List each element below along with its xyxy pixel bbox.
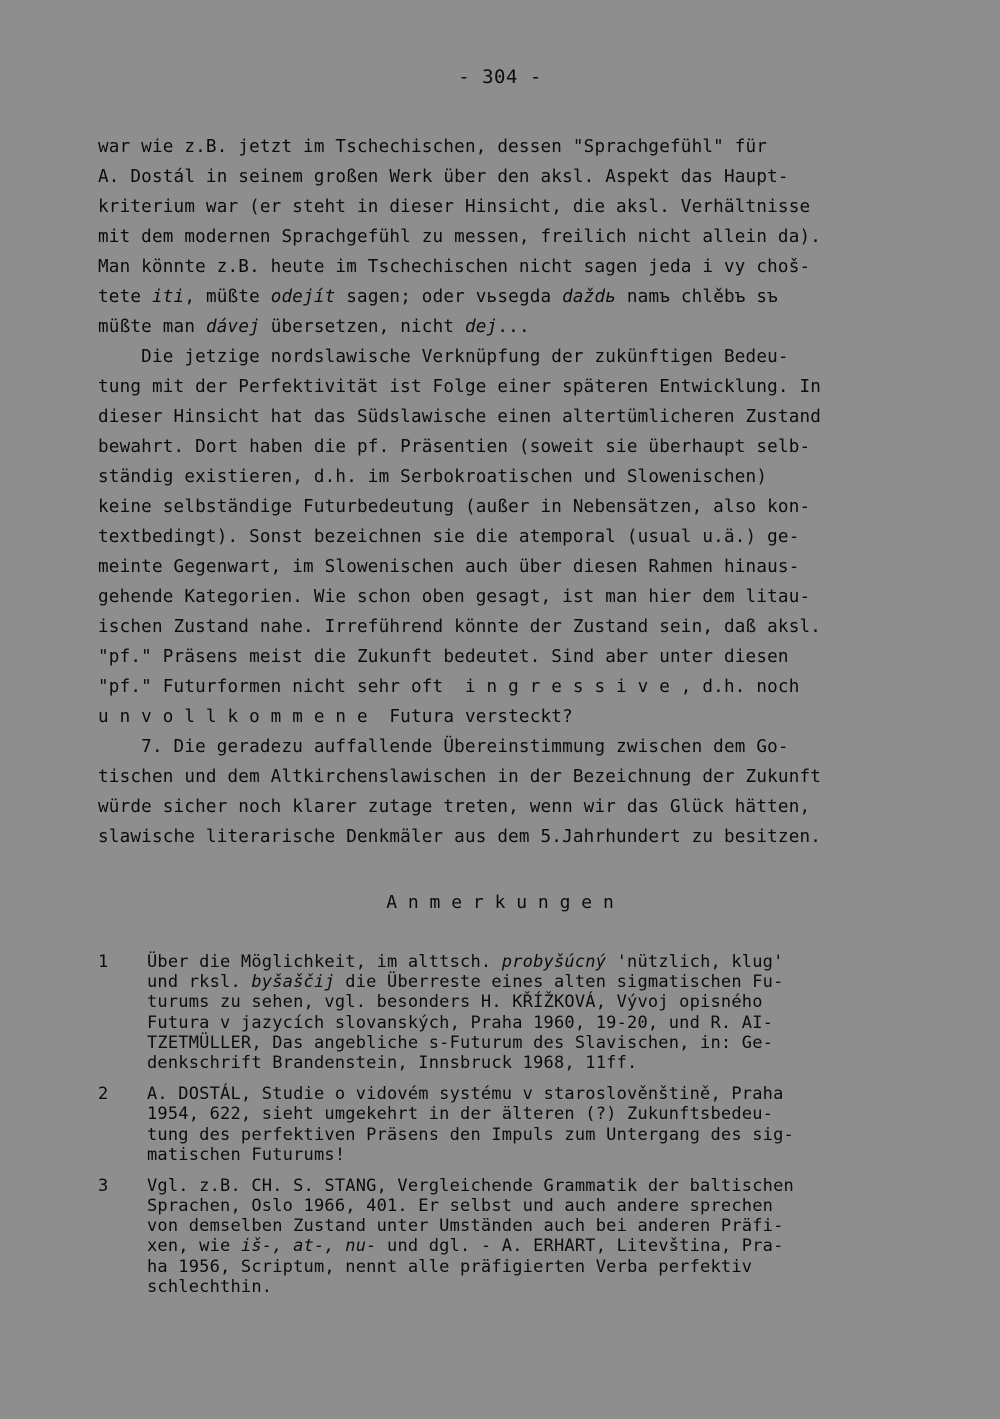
text-line [98,252,908,282]
footnote-text [147,952,908,1073]
text-segment: tung des perfektiven Präsens den Impuls zum Untergang des sig- [147,1124,794,1145]
text-segment: u n v o l l k o m m e n e Futura versteckt? [98,707,573,727]
text-segment: "pf." Futurformen nicht sehr oft i n g r e s s i v e , d.h. noch [98,677,800,697]
footnote [98,952,908,1073]
text-segment: "pf." Präsens meist die Zukunft bedeutet. Sind aber unter diesen [98,647,789,667]
footnote [98,1176,908,1297]
text-segment: dieser Hinsicht hat das Südslawische einen altertümlicheren Zustand [98,407,822,427]
italic-term: dávej [205,317,260,337]
text-segment: ischen Zustand nahe. Irreführend könnte der Zustand sein, daß aksl. [98,617,822,637]
text-line [98,762,908,792]
text-line [147,1033,908,1053]
text-line [147,1104,908,1124]
text-segment: bewahrt. Dort haben die pf. Präsentien (soweit sie überhaupt selb- [98,437,811,457]
text-line [98,132,908,162]
text-segment: slawische literarische Denkmäler aus dem 5.Jahrhundert zu besitzen. [98,827,822,847]
footnote [98,1084,908,1165]
text-segment: , müßte [184,287,271,307]
text-line [98,312,908,342]
text-segment: tischen und dem Altkirchenslawischen in der Bezeichnung der Zukunft [98,767,822,787]
text-segment: 7. Die geradezu auffallende Übereinstimmung zwischen dem Go- [98,737,789,757]
text-line [98,642,908,672]
text-line [98,552,908,582]
text-line [147,1145,908,1165]
text-segment: Über die Möglichkeit, im alttsch. [147,952,502,972]
text-segment: xen, wie [147,1236,241,1257]
footnote-text [147,1084,908,1165]
footnote-number: 3 [98,1175,109,1196]
text-segment: ... [497,317,530,337]
text-segment: übersetzen, nicht [259,317,465,337]
text-segment: schlechthin. [147,1276,273,1297]
italic-term: dej [464,317,498,337]
text-segment: kriterium war (er steht in dieser Hinsicht, die aksl. Verhältnisse [98,197,811,217]
text-line [147,952,908,972]
text-line [147,1236,908,1256]
text-segment: turums zu sehen, vgl. besonders H. KŘÍŽKOVÁ, Vývoj opisného [147,992,763,1013]
footnote-number: 2 [98,1084,109,1105]
text-segment: ha 1956, Scriptum, nennt alle präfigierten Verba perfektiv [147,1256,753,1277]
notes-heading: A n m e r k u n g e n [386,892,614,913]
text-segment: würde sicher noch klarer zutage treten, wenn wir das Glück hätten, [98,797,811,817]
text-segment: Vgl. z.B. CH. S. STANG, Vergleichende Grammatik der baltischen [147,1175,794,1196]
text-line [98,732,908,762]
main-text [98,132,908,852]
text-line [147,1257,908,1277]
text-segment: namъ chlěbъ sъ [616,287,778,307]
text-segment: A. Dostál in seinem großen Werk über den aksl. Aspekt das Haupt- [98,167,789,187]
text-line [98,672,908,702]
text-segment: denkschrift Brandenstein, Innsbruck 1968, 11ff. [147,1052,638,1073]
text-line [98,702,908,732]
text-segment: und dgl. - A. ERHART, Litevština, Pra- [376,1236,784,1257]
text-line [98,192,908,222]
text-line [147,1176,908,1196]
footnote-text [147,1176,908,1297]
text-line [98,222,908,252]
text-segment: A. DOSTÁL, Studie o vidovém systému v staroslověnštině, Praha [147,1084,784,1105]
text-line [98,462,908,492]
text-segment: 'nützlich, klug' [606,952,784,972]
text-line [98,612,908,642]
text-segment: ständig existieren, d.h. im Serbokroatischen und Slowenischen) [98,467,768,487]
text-line [147,992,908,1012]
text-segment: matischen Futurums! [147,1144,346,1165]
text-segment: die Überreste eines alten sigmatischen Fu- [334,972,784,993]
italic-term: probyšúcný [501,952,607,972]
italic-term: odejít [270,287,336,307]
italic-term: byšaščij [251,972,335,993]
text-line [98,342,908,372]
text-segment: keine selbständige Futurbedeutung (außer in Nebensätzen, also kon- [98,497,811,517]
text-line [147,972,908,992]
text-segment: Man könnte z.B. heute im Tschechischen nicht sagen jeda i vy choš- [98,257,811,277]
text-line [98,582,908,612]
text-segment: von demselben Zustand unter Umständen auch bei anderen Präfi- [147,1216,784,1237]
italic-term: iš-, at-, nu- [240,1236,377,1257]
text-segment: TZETMÜLLER, Das angebliche s-Futurum des Slavischen, in: Ge- [147,1032,774,1053]
text-segment: und rksl. [147,972,252,993]
text-line [98,282,908,312]
notes-section [98,952,908,1308]
text-line [147,1053,908,1073]
text-segment: tete [98,287,152,307]
text-line [98,402,908,432]
text-line [98,432,908,462]
text-segment: Futura v jazycích slovanských, Praha 1960, 19-20, und R. AI- [147,1012,774,1033]
text-segment: textbedingt). Sonst bezeichnen sie die atemporal (usual u.ä.) ge- [98,527,800,547]
page-number: - 304 - [458,66,542,88]
text-line [98,492,908,522]
text-segment: Sprachen, Oslo 1966, 401. Er selbst und auch andere sprechen [147,1196,774,1217]
text-segment: meinte Gegenwart, im Slowenischen auch über diesen Rahmen hinaus- [98,557,800,577]
text-line [98,162,908,192]
text-segment: Die jetzige nordslawische Verknüpfung der zukünftigen Bedeu- [98,347,789,367]
text-line [147,1084,908,1104]
text-line [98,372,908,402]
text-segment: gehende Kategorien. Wie schon oben gesagt, ist man hier dem litau- [98,587,811,607]
text-line [147,1196,908,1216]
text-segment: tung mit der Perfektivität ist Folge einer späteren Entwicklung. In [98,377,822,397]
italic-term: iti [151,287,185,307]
text-segment: 1954, 622, sieht umgekehrt in der älteren (?) Zukunftsbedeu- [147,1104,774,1125]
text-segment: sagen; oder vьsegda [335,287,563,307]
text-line [147,1125,908,1145]
text-line [147,1277,908,1297]
italic-term: daždь [562,287,617,307]
text-segment: mit dem modernen Sprachgefühl zu messen, freilich nicht allein da). [98,227,822,247]
text-line [98,792,908,822]
text-line [147,1216,908,1236]
text-segment: müßte man [98,317,206,337]
text-line [98,822,908,852]
text-line [98,522,908,552]
footnote-number: 1 [98,952,109,972]
text-line [147,1013,908,1033]
text-segment: war wie z.B. jetzt im Tschechischen, dessen "Sprachgefühl" für [98,137,768,157]
